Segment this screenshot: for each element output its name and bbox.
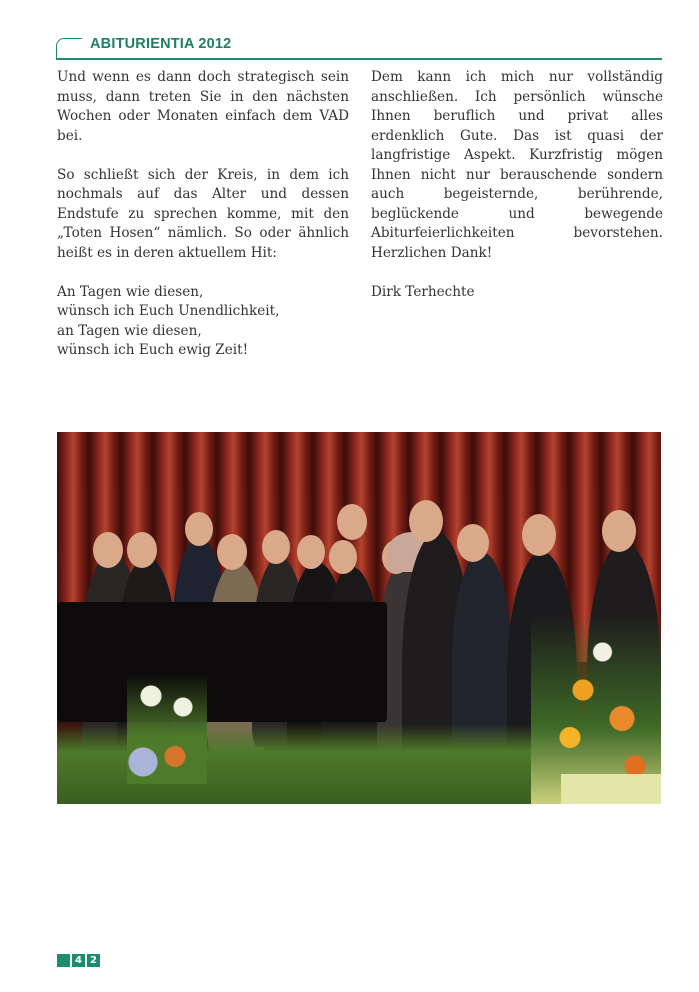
page-number-digit: 2 — [87, 954, 100, 967]
song-verse — [57, 283, 349, 361]
person-head — [217, 534, 247, 570]
person-head — [457, 524, 489, 562]
page-header — [56, 36, 662, 60]
stage-group-photo — [57, 432, 661, 804]
person-head — [93, 532, 123, 568]
verse-line: an Tagen wie diesen, — [57, 322, 202, 339]
page-number — [57, 954, 100, 967]
person-head — [297, 535, 325, 569]
person-head — [127, 532, 157, 568]
page-number-digit: 4 — [72, 954, 85, 967]
header-tab-decoration — [56, 38, 82, 60]
right-column — [371, 68, 663, 322]
person-head — [185, 512, 213, 546]
person-head — [337, 504, 367, 540]
person-head — [329, 540, 357, 574]
verse-line: wünsch ich Euch ewig Zeit! — [57, 342, 249, 358]
person-head — [522, 514, 556, 556]
grand-piano — [57, 602, 387, 722]
person-head — [602, 510, 636, 552]
verse-line: wünsch ich Euch Unendlichkeit, — [57, 303, 280, 319]
person-head — [262, 530, 290, 564]
signature: Dirk Terhechte — [371, 283, 475, 300]
header-rule — [56, 58, 662, 60]
flower-pot-left — [127, 674, 207, 784]
paragraph: Und wenn es dann doch strategisch sein muss, dann treten Sie in den nächsten Wochen oder Monaten einfach dem VAD bei. — [57, 69, 349, 144]
page-number-marker — [57, 954, 70, 967]
left-column — [57, 68, 349, 380]
paragraph: So schließt sich der Kreis, in dem ich nochmals auf das Alter und dessen Endstufe zu sprechen komme, mit den „Toten Hosen“ nämlich. So oder ähnlich heißt es in deren aktuellem Hit: — [57, 166, 349, 261]
paragraph: Dem kann ich mich nur vollständig anschließen. Ich persönlich wünsche Ihnen beruflich und privat alles erdenklich Gute. Das ist quasi der langfristige Aspekt. Kurzfristig mögen Ihnen nicht nur berauschende sondern auch begeisternde, berührende, beglückende und bewegende Abiturfeierlichkeiten bevorstehen. Herzlichen Dank! — [371, 69, 663, 261]
planter — [561, 774, 661, 804]
person-head — [409, 500, 443, 542]
header-title: ABITURIENTIA 2012 — [90, 36, 232, 52]
verse-line: An Tagen wie diesen, — [57, 283, 204, 300]
